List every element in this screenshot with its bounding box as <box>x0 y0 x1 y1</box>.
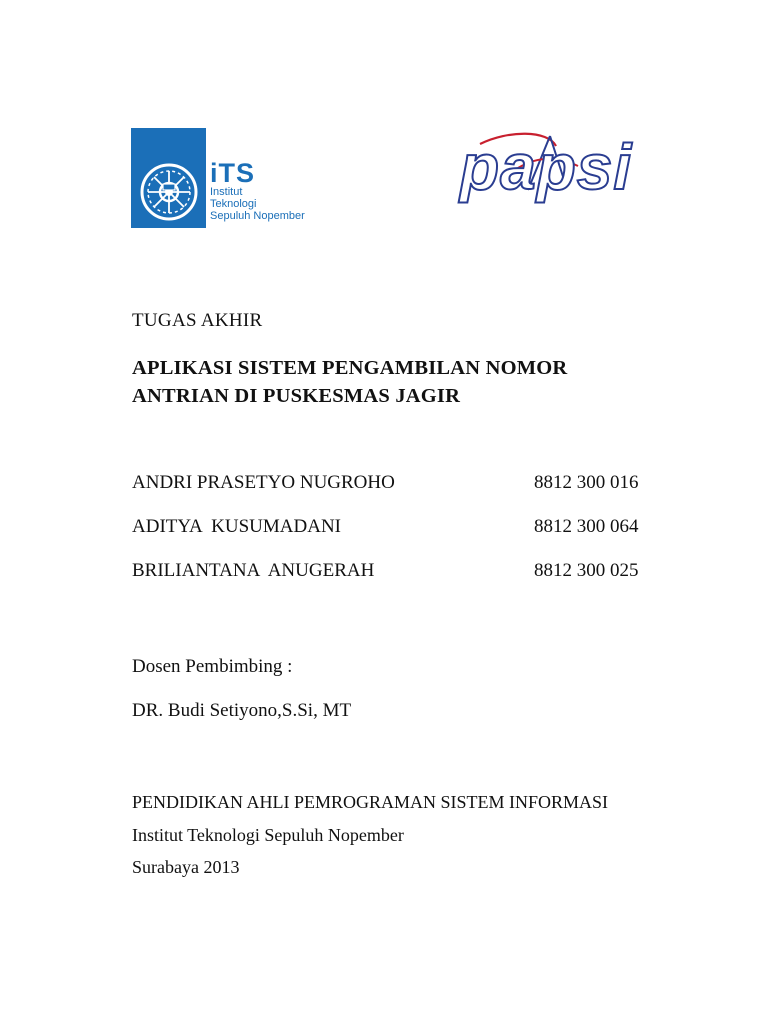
document-label: TUGAS AKHIR <box>132 310 263 331</box>
its-abbreviation: iTS <box>210 158 256 188</box>
author-row <box>132 516 662 542</box>
its-wordmark <box>210 160 325 222</box>
institute-name: Institut Teknologi Sepuluh Nopember <box>132 825 404 845</box>
author-id: 8812 300 064 <box>534 516 639 537</box>
its-name-line-2: Teknologi <box>210 198 257 210</box>
adviser-name: DR. Budi Setiyono,S.Si, MT <box>132 700 352 721</box>
title-line-2: ANTRIAN DI PUSKESMAS JAGIR <box>132 385 461 407</box>
author-id: 8812 300 016 <box>534 472 639 493</box>
author-name: ANDRI PRASETYO NUGROHO <box>132 472 395 493</box>
document-title <box>132 354 567 410</box>
program-name: PENDIDIKAN AHLI PEMROGRAMAN SISTEM INFORMASI <box>132 792 609 812</box>
its-logo <box>131 128 321 228</box>
papsi-logo <box>458 126 674 206</box>
author-name: BRILIANTANA ANUGERAH <box>132 560 375 581</box>
its-emblem-icon <box>137 160 201 224</box>
title-line-1: APLIKASI SISTEM PENGAMBILAN NOMOR <box>132 357 568 379</box>
its-name-line-1: Institut <box>210 186 243 198</box>
author-row <box>132 472 662 498</box>
author-name: ADITYA KUSUMADANI <box>132 516 341 537</box>
author-row <box>132 560 662 586</box>
its-logo-block <box>131 128 206 228</box>
city-year: Surabaya 2013 <box>132 857 240 877</box>
its-name-line-3: Sepuluh Nopember <box>210 210 305 222</box>
author-id: 8812 300 025 <box>534 560 639 581</box>
papsi-wordmark: papsi <box>460 131 633 203</box>
adviser-label: Dosen Pembimbing : <box>132 656 293 677</box>
